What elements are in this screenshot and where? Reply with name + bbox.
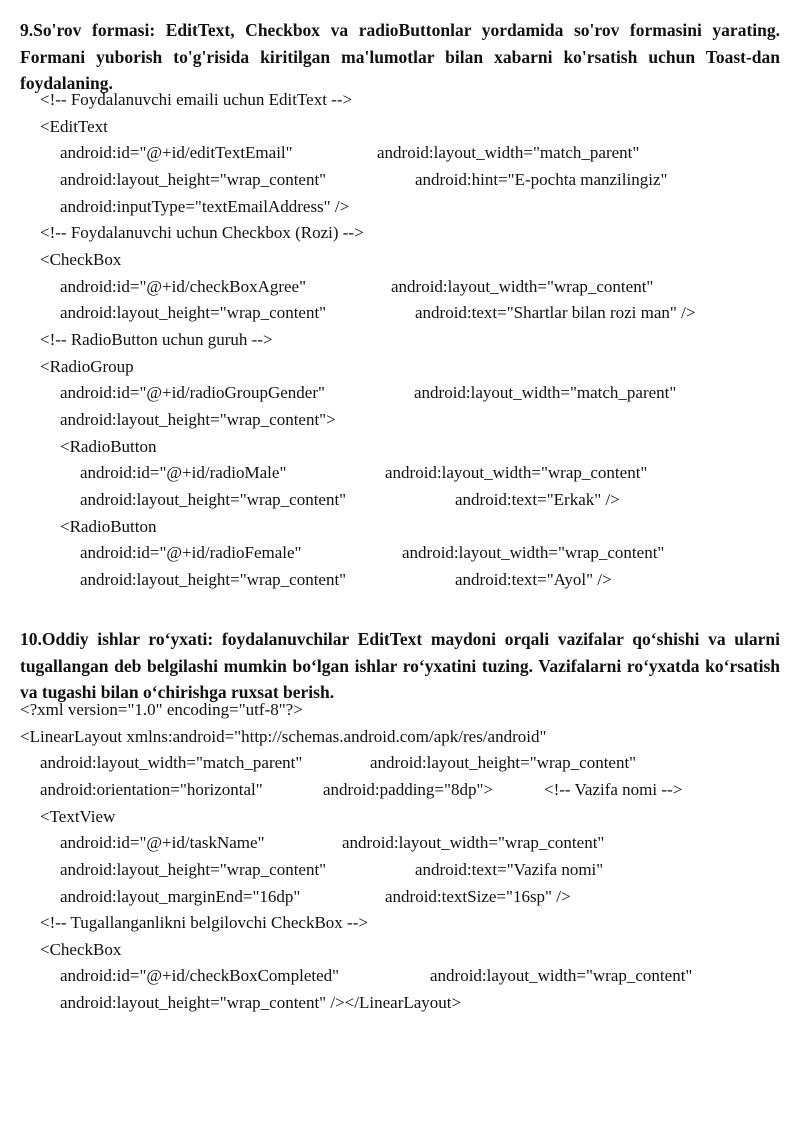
code-line: android:layout_width="wrap_content" (385, 463, 648, 482)
code-line: <LinearLayout xmlns:android="http://schemas.android.com/apk/res/android" (20, 727, 547, 746)
code-line: <RadioButton (60, 517, 157, 536)
code-line: android:layout_width="wrap_content" (391, 277, 654, 296)
code-line: android:layout_height="wrap_content" (80, 490, 347, 509)
code-line: android:id="@+id/radioFemale" (80, 543, 302, 562)
code-line: <RadioGroup (40, 357, 134, 376)
code-line: android:id="@+id/checkBoxAgree" (60, 277, 307, 296)
code-line: android:id="@+id/taskName" (60, 833, 265, 852)
task-9-heading: 9.So'rov formasi: EditText, Checkbox va radioButtonlar yordamida so'rov formasini yarating. Formani yuborish to'g'risida kiritilgan ma'lumotlar bilan xabarni ko'rsatish uchun Toast-dan foydalaning. (20, 20, 780, 93)
code-line: android:layout_width="match_parent" (377, 143, 640, 162)
code-line: <!-- Foydalanuvchi emaili uchun EditText --> (40, 90, 353, 109)
code-line: android:layout_height="wrap_content" (60, 860, 327, 879)
code-line: <!-- Foydalanuvchi uchun Checkbox (Rozi) --> (40, 223, 364, 242)
code-line: <CheckBox (40, 940, 122, 959)
code-line: android:text="Vazifa nomi" (415, 860, 604, 879)
code-line: android:layout_width="wrap_content" (342, 833, 605, 852)
code-line: android:hint="E-pochta manzilingiz" (415, 170, 668, 189)
code-line: android:text="Shartlar bilan rozi man" /> (415, 303, 696, 322)
code-line: android:id="@+id/editTextEmail" (60, 143, 293, 162)
code-line: android:layout_height="wrap_content" /></LinearLayout> (60, 993, 462, 1012)
code-line: android:id="@+id/radioGroupGender" (60, 383, 325, 402)
code-line: android:inputType="textEmailAddress" /> (60, 197, 350, 216)
code-line: android:id="@+id/checkBoxCompleted" (60, 966, 340, 985)
code-line: android:layout_height="wrap_content" (60, 303, 327, 322)
code-line: android:layout_height="wrap_content"> (60, 410, 336, 429)
code-line: <!-- Tugallanganlikni belgilovchi CheckBox --> (40, 913, 368, 932)
code-line: android:layout_marginEnd="16dp" (60, 887, 301, 906)
code-line: android:layout_width="wrap_content" (402, 543, 665, 562)
code-line: android:id="@+id/radioMale" (80, 463, 287, 482)
task-10-heading: 10.Oddiy ishlar roʻyxati: foydalanuvchilar EditText maydoni orqali vazifalar qoʻshishi va ularni tugallangan deb belgilashi mumkin boʻlgan ishlar roʻyxatini tuzing. Vazifalarni roʻyxatda koʻrsatish va tugashi bilan oʻchirishga ruxsat berish. (20, 629, 780, 702)
code-line: android:layout_height="wrap_content" (80, 570, 347, 589)
code-line: <!-- RadioButton uchun guruh --> (40, 330, 273, 349)
code-line: android:textSize="16sp" /> (385, 887, 571, 906)
code-line: android:orientation="horizontal" (40, 780, 263, 799)
code-line: <RadioButton (60, 437, 157, 456)
code-line: android:layout_width="match_parent" (414, 383, 677, 402)
code-line: <!-- Vazifa nomi --> (544, 780, 683, 799)
code-line: <TextView (40, 807, 116, 826)
code-line: android:text="Ayol" /> (455, 570, 612, 589)
code-line: android:layout_width="match_parent" (40, 753, 303, 772)
code-line: android:layout_width="wrap_content" (430, 966, 693, 985)
code-line: android:text="Erkak" /> (455, 490, 620, 509)
code-line: <EditText (40, 117, 108, 136)
code-line: <?xml version="1.0" encoding="utf-8"?> (20, 700, 303, 719)
code-line: android:layout_height="wrap_content" (370, 753, 637, 772)
code-line: android:layout_height="wrap_content" (60, 170, 327, 189)
code-line: <CheckBox (40, 250, 122, 269)
code-line: android:padding="8dp"> (323, 780, 493, 799)
